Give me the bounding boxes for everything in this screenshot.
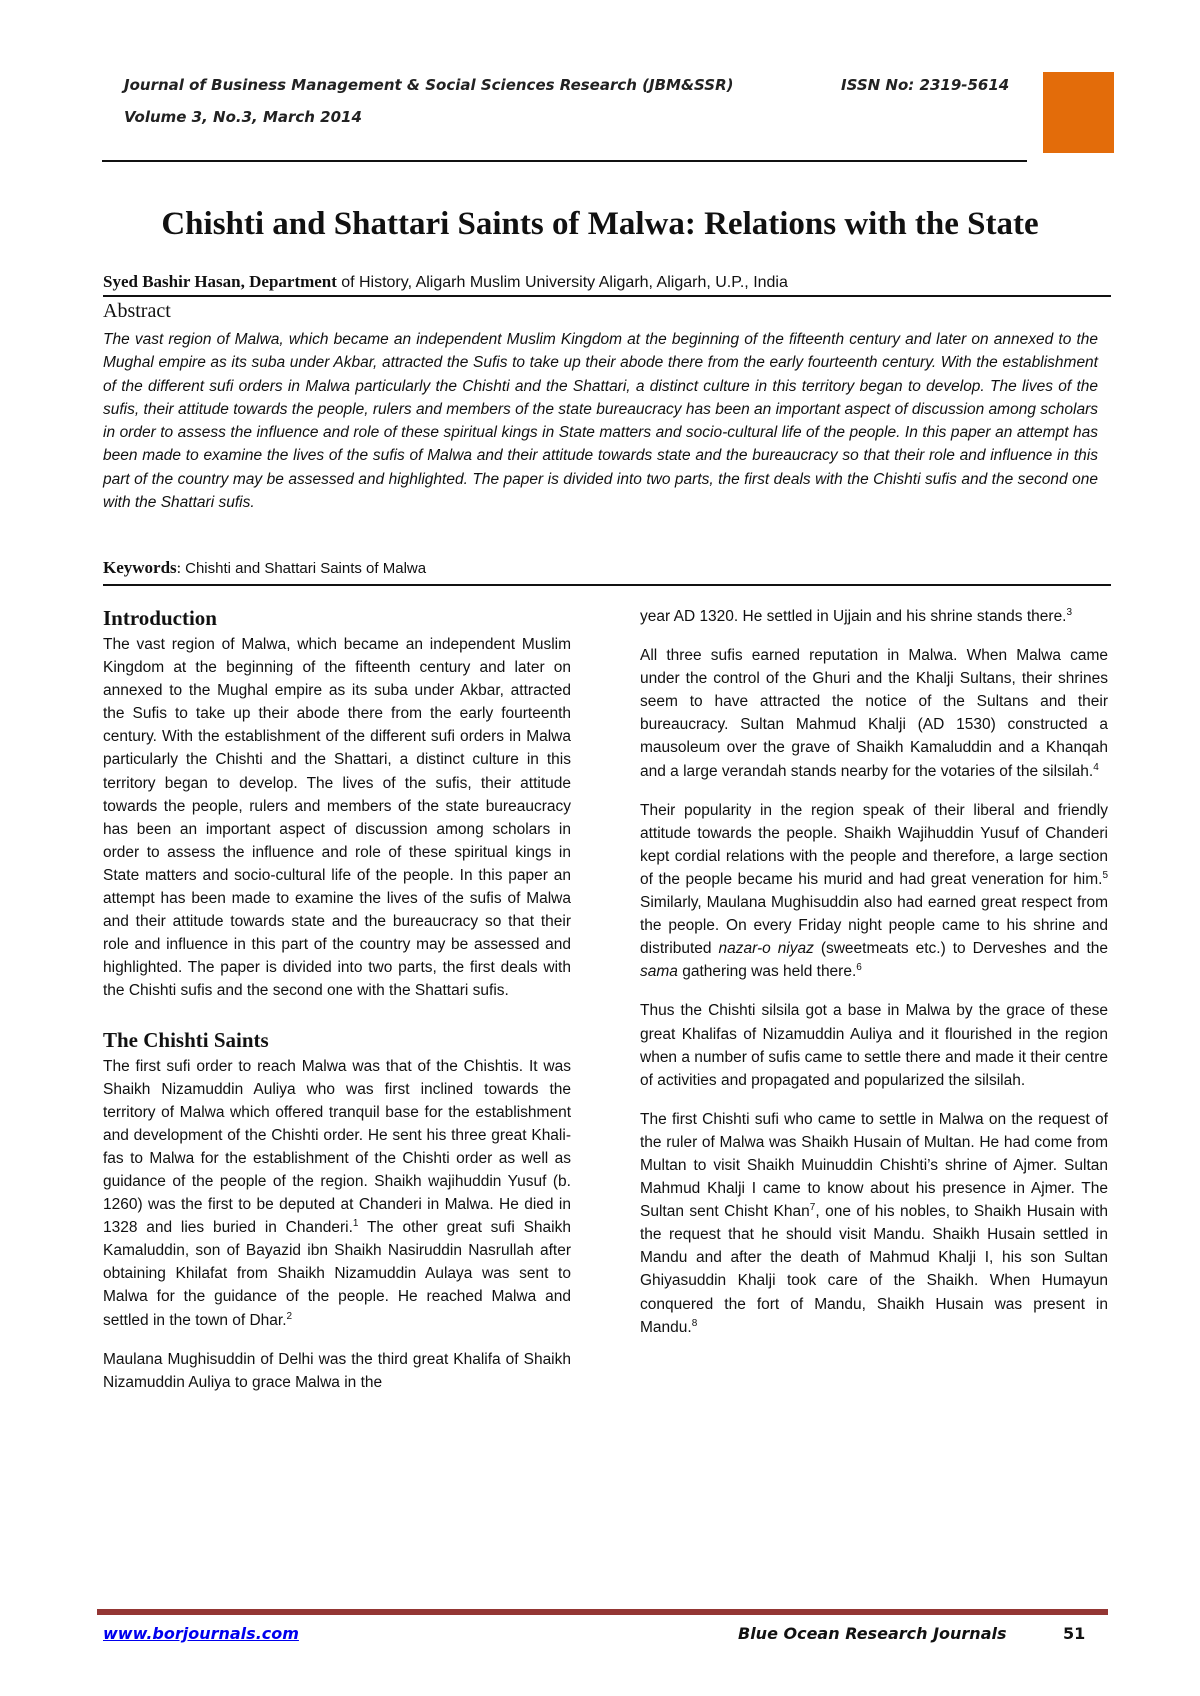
footnote-ref-8[interactable]: 8 — [691, 1317, 698, 1329]
accent-block — [1043, 72, 1114, 153]
keywords-divider — [103, 584, 1111, 586]
introduction-heading: Introduction — [103, 606, 217, 630]
author-line — [103, 272, 788, 292]
page-number: 51 — [1063, 1624, 1086, 1643]
keywords-label: Keywords — [103, 558, 177, 577]
author-affiliation: of History, Aligarh Muslim University Aligarh, Aligarh, U.P., India — [341, 274, 788, 291]
right-paragraph-1: year AD 1320. He settled in Ujjain and his shrine stands there.$^3$ — [640, 606, 1073, 625]
right-paragraph-4: Thus the Chishti silsila got a base in Malwa by the grace of these great Khalifas of Nizamuddin Auliya and it flourished in the region when a number of sufis came to settle there and made it their centre of activities and propagated and popularized the silsilah. — [640, 1002, 1108, 1089]
journal-name: Journal of Business Management & Social Sciences Research (JBM&SSR) — [124, 76, 734, 94]
footnote-ref-7[interactable]: 7 — [809, 1202, 816, 1213]
footnote-ref-6[interactable]: 6 — [856, 962, 862, 974]
chishti-saints-heading: The Chishti Saints — [103, 1027, 269, 1052]
right-paragraph-3: Their popularity in the region speak of their liberal and friendly attitude towards the people. Shaikh Wajihuddin Yusuf of Chanderi kept cordial relations with the people and therefore, a large section of the people became his murid and had great veneration for him.$^5$ Similarly, Maulana Mughisuddin also had earned great respect from the people. On every Friday night people came to his shrine and distributed nazar-o niyaz (sweetmeats etc.) to Derveshes and the sama gathering was held there.$^6$ — [640, 801, 1108, 981]
publisher-name: Blue Ocean Research Journals — [738, 1624, 1007, 1643]
footnote-ref-3[interactable]: 3 — [1066, 606, 1073, 618]
abstract-heading: Abstract — [103, 300, 171, 322]
keywords-value: Chishti and Shattari Saints of Malwa — [185, 560, 427, 577]
footnote-ref-4[interactable]: 4 — [1093, 761, 1099, 773]
keywords: Keywords: Chishti and Shattari Saints of Malwa — [103, 558, 427, 577]
footnote-ref-2[interactable]: 2 — [286, 1310, 293, 1322]
footer-divider — [97, 1609, 1108, 1615]
author-divider — [103, 295, 1111, 297]
right-paragraph-5: The first Chishti sufi who came to settle in Malwa on the request of the ruler of Malwa was Shaikh Husain of Multan. He had come from Multan to visit Shaikh Muinuddin Chishti’s shrine of Ajmer. Sultan Mahmud Khalji I came to know about his presence in Ajmer. The Sultan sent Chisht Khan$^7$, one of his nobles, to Shaikh Husain with the request that he should visit Mandu. Shaikh Husain settled in Mandu and after the death of Mahmud Khalji I, his son Sultan Ghiyasuddin Khalji took care of the Shaikh. When Humayun conquered the fort of Mandu, Shaikh Husain was present in Mandu.$^8$ — [640, 1110, 1108, 1336]
paper-title: Chishti and Shattari Saints of Malwa: Relations with the State — [161, 206, 1039, 242]
footnote-ref-1[interactable]: 1 — [352, 1218, 359, 1229]
volume-info: Volume 3, No.3, March 2014 — [124, 108, 362, 126]
abstract-text: The vast region of Malwa, which became an independent Muslim Kingdom at the beginning of the fifteenth century and later on annexed to the Mughal empire as its suba under Akbar, attracted the Sufis to take up their abode there from the early fourteenth century. With the establishment of the different sufi orders in Malwa particularly the Chishti and the Shattari, a distinct culture in this territory began to develop. The lives of the sufis, their attitude towards the people, rulers and members of the state bureaucracy has been an important aspect of discussion among scholars in order to assess the influence and role of these spiritual kings in State matters and socio-cultural life of the people. In this paper an attempt has been made to examine the lives of the sufis of Malwa and their attitude towards state and the bureaucracy so that their role and influence in this part of the country may be assessed and highlighted. The paper is divided into two parts, the first deals with the Chishti sufis and the second one with the Shattari sufis. — [103, 331, 1098, 512]
introduction-paragraph: The vast region of Malwa, which became an independent Muslim Kingdom at the beginning of the fifteenth century and later on annexed to the Mughal empire as its suba under Akbar, attracted the Sufis to take up their abode there from the early fourteenth century. With the establishment of the different sufi orders in Malwa particularly the Chishti and the Shattari, a distinct culture in this territory began to develop. The lives of the sufis, their attitude towards the people, rulers and members of the state bureaucracy has been an important aspect of discussion among scholars in order to assess the influence and role of these spiritual kings in State matters and socio-cultural life of the people. In this paper an attempt has been made to examine the lives of the sufis of Malwa and their attitude towards state and the bureaucracy so that their role and influence in this part of the country may be assessed and highlighted. The paper is divided into two parts, the first deals with the Chishti sufis and the second one with the Shattari sufis. — [103, 636, 571, 1000]
journal-website-link[interactable]: www.borjournals.com — [103, 1624, 299, 1643]
header-divider — [102, 160, 1027, 162]
term-nazar-o-niyaz: nazar-o niyaz — [718, 940, 814, 958]
footnote-ref-5[interactable]: 5 — [1102, 869, 1108, 881]
term-sama: sama — [640, 963, 678, 981]
right-paragraph-2: All three sufis earned reputation in Malwa. When Malwa came under the control of the Ghuri and the Khalji Sultans, their shrines seem to have attracted the notice of the Sultans and their bureaucracy. Sultan Mahmud Khalji (AD 1530) constructed a mausoleum over the grave of Shaikh Kamaluddin and a Khanqah and a large verandah stands nearby for the votaries of the silsilah.$^4$ — [640, 647, 1108, 780]
chishti-paragraph-1: The first sufi order to reach Malwa was that of the Chishtis. It was Shaikh Nizamuddin Auliya who was first inclined towards the territory of Malwa which offered tranquil base for the establishment and development of the Chishti order. He sent his three great Khalifas to Malwa for the establishment of the Chishti order as well as guidance of the people of the region. Shaikh wajihuddin Yusuf (b. 1260) was the first to be deputed at Chanderi in Malwa. He died in 1328 and lies buried in Chanderi.$^1$ The other great sufi Shaikh Kamaluddin, son of Bayazid ibn Shaikh Nasiruddin Nasrullah after obtaining Khilafat from Shaikh Nizamuddin Aulaya was sent to Malwa for the guidance of the people. He reached Malwa and settled in the town of Dhar.$^2$ — [103, 1057, 571, 1329]
left-column — [103, 605, 571, 1410]
chishti-paragraph-2: Maulana Mughisuddin of Delhi was the third great Khalifa of Shaikh Nizamuddin Auliya to grace Malwa in the — [103, 1350, 571, 1391]
right-column — [640, 605, 1108, 1355]
author-name: Syed Bashir Hasan, Department — [103, 272, 337, 291]
issn: ISSN No: 2319-5614 — [841, 76, 1010, 94]
